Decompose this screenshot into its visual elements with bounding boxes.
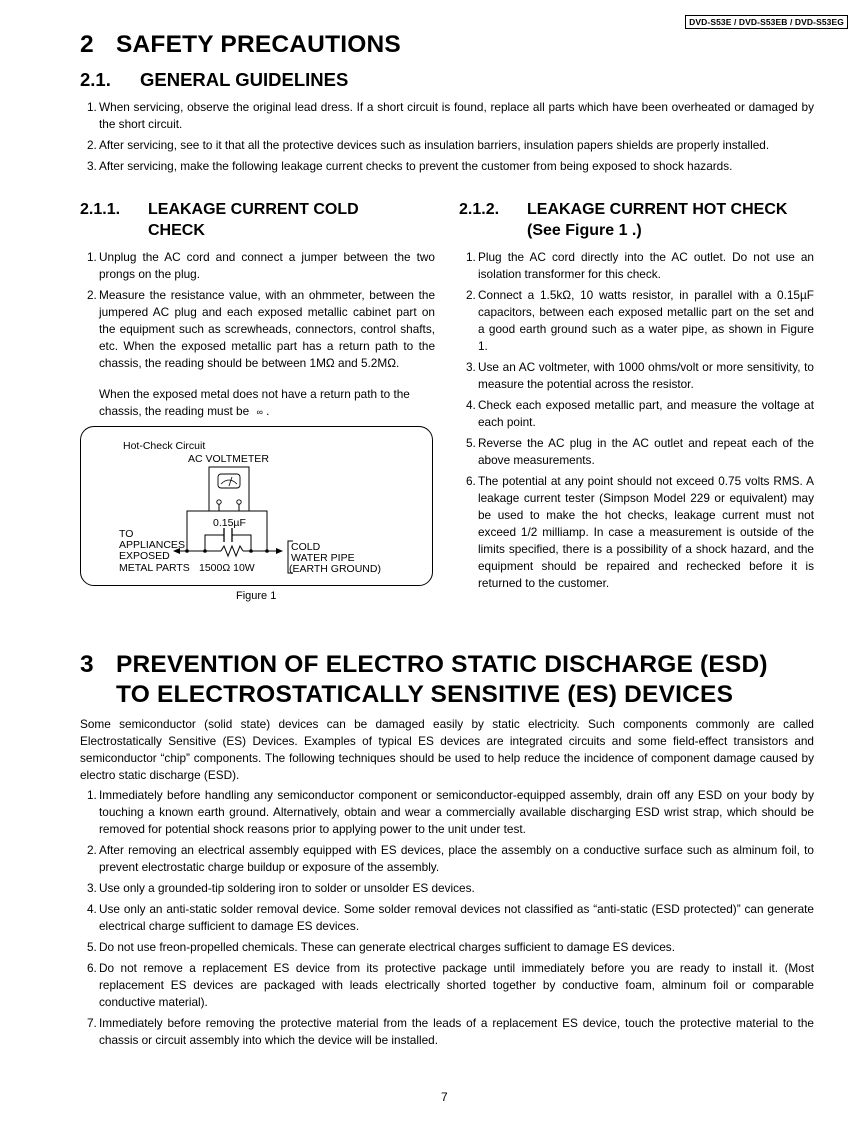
- left-label: METAL PARTS: [119, 562, 190, 574]
- circuit-diagram: [81, 427, 432, 585]
- model-number-box: DVD-S53E / DVD-S53EB / DVD-S53EG: [685, 15, 848, 29]
- voltmeter-label: AC VOLTMETER: [188, 453, 269, 465]
- resistor-symbol: [221, 546, 243, 556]
- subsection-number: 2.1.1.: [80, 201, 121, 218]
- list-item: 2. After removing an electrical assembly equipped with ES devices, place the assembly on a conductive surface such as alminum foil, to prevent electrostatic charge buildup or exposure of the assembly.: [87, 843, 814, 874]
- section-number: 2: [80, 31, 94, 58]
- section-2-heading: [80, 30, 401, 60]
- arrow-right-icon: [276, 548, 283, 554]
- right-label: COLD: [291, 541, 321, 553]
- junction-dot: [249, 549, 253, 553]
- subsection-2-1-heading: [80, 69, 348, 91]
- list-item: 2. Connect a 1.5kΩ, 10 watts resistor, in parallel with a 0.15µF capacitors, between each exposed metallic part on the set and a good earth ground such as a water pipe, as shown in Figure 1.: [466, 288, 814, 353]
- cold-check-note: When the exposed metal does not have a return path to the chassis, the reading must be ∞ .: [99, 387, 410, 418]
- subsection-title: GENERAL GUIDELINES: [140, 69, 349, 90]
- list-item: 5. Do not use freon-propelled chemicals. These can generate electrical charges sufficient to damage ES devices.: [87, 940, 675, 954]
- left-label: EXPOSED: [119, 550, 170, 562]
- junction-dot: [203, 549, 207, 553]
- section-title-line2: TO ELECTROSTATICALLY SENSITIVE (ES) DEVICES: [116, 681, 734, 708]
- section-title-line1: PREVENTION OF ELECTRO STATIC DISCHARGE (ESD): [116, 651, 768, 678]
- figure-caption: Figure 1: [236, 590, 277, 602]
- subsection-number: 2.1.: [80, 69, 111, 90]
- capacitor-label: 0.15µF: [213, 517, 246, 529]
- page-number: 7: [441, 1090, 448, 1104]
- esd-techniques-list: [80, 787, 814, 1053]
- list-item: 2. After servicing, see to it that all the protective devices such as insulation barriers, insulation papers shields are properly installed.: [87, 138, 770, 152]
- hot-check-circuit-figure: [80, 426, 433, 586]
- section-3-heading: [80, 650, 768, 710]
- figure-title: Hot-Check Circuit: [123, 440, 206, 452]
- esd-intro-paragraph: Some semiconductor (solid state) devices can be damaged easily by static electricity. Such components commonly are called Electrostatically Sensitive (ES) Devices. Examples of typical ES devices are integrated circuits and some field-effect transistors and semiconductor “chip” components. The following techniques should be used to help reduce the incidence of component damage caused by electro static discharge (ESD).: [80, 717, 814, 782]
- section-title: SAFETY PRECAUTIONS: [116, 31, 401, 58]
- meter-terminal: [217, 500, 221, 504]
- list-item: 6. The potential at any point should not exceed 0.75 volts RMS. A leakage current tester (Simpson Model 229 or equivalent) may be used to make the hot checks, leakage current must not exceed 1/2 milliamp. In case a measurement is outside of the limits specified, there is a possibility of a shock hazard, and the equipment should be repaired and rechecked before it is returned to the customer.: [466, 474, 814, 590]
- cold-check-list: [80, 249, 435, 372]
- list-item: 1. When servicing, observe the original lead dress. If a short circuit is found, replace all parts which have been overheated or damaged by the short circuit.: [87, 100, 814, 131]
- infinity-symbol: ∞: [256, 407, 263, 417]
- list-item: 4. Use only an anti-static solder removal device. Some solder removal devices not classified as “anti-static (ESD protected)” can generate electrical charge sufficient to damage ES devices.: [87, 902, 814, 933]
- list-item: 1. Immediately before handling any semiconductor component or semiconductor-equipped assembly, drain off any ESD on your body by touching a known earth ground. Alternatively, obtain and wear a commercially available discharging ESD wrist strap, which should be removed for potential shock reasons prior to applying power to the unit under test.: [87, 788, 814, 836]
- subsection-title: LEAKAGE CURRENT COLD CHECK: [148, 201, 359, 239]
- list-item: 5. Reverse the AC plug in the AC outlet and repeat each of the above measurements.: [466, 436, 814, 467]
- list-item: 4. Check each exposed metallic part, and measure the voltage at each point.: [466, 398, 814, 429]
- right-label: (EARTH GROUND): [289, 563, 381, 575]
- list-item: 6. Do not remove a replacement ES device from its protective package until immediately before you are ready to install it. (Most replacement ES devices are packaged with leads electrically shorted together by conductive foam, alminum foil or comparable conductive material).: [87, 961, 814, 1009]
- list-item: 3. After servicing, make the following leakage current checks to prevent the customer from being exposed to shock hazards.: [87, 159, 733, 173]
- general-guidelines-list: [80, 99, 814, 179]
- subsection-number: 2.1.2.: [459, 201, 500, 218]
- junction-dot: [185, 549, 189, 553]
- left-label: APPLIANCES: [119, 539, 185, 551]
- list-item: 1. Unplug the AC cord and connect a jumper between the two prongs on the plug.: [87, 250, 435, 281]
- junction-dot: [265, 549, 269, 553]
- list-item: 3. Use only a grounded-tip soldering iron to solder or unsolder ES devices.: [87, 881, 475, 895]
- right-label: WATER PIPE: [291, 552, 355, 564]
- meter-terminal: [237, 500, 241, 504]
- resistor-label: 1500Ω 10W: [199, 562, 255, 574]
- capacitor-lead: [205, 535, 224, 551]
- subsection-2-1-1-heading: [80, 199, 359, 241]
- meter-dial-icon: [218, 474, 240, 488]
- list-item: 7. Immediately before removing the protective material from the leads of a replacement ES device, touch the protective material to the chassis or circuit assembly into which the device will be installed.: [87, 1016, 814, 1047]
- subsection-2-1-2-heading: [459, 199, 787, 241]
- subsection-title: LEAKAGE CURRENT HOT CHECK (See Figure 1 .): [527, 201, 788, 239]
- hot-check-list: [459, 249, 814, 596]
- left-label: TO: [119, 528, 134, 540]
- list-item: 2. Measure the resistance value, with an ohmmeter, between the jumpered AC plug and each exposed metallic cabinet part on the equipment such as screwheads, connectors, control shafts, etc. When the exposed metallic part has a return path to the chassis, the reading should be between 1MΩ and 5.2MΩ.: [87, 288, 435, 370]
- list-item: 1. Plug the AC cord directly into the AC outlet. Do not use an isolation transformer for this check.: [466, 250, 814, 281]
- list-item: 3. Use an AC voltmeter, with 1000 ohms/volt or more sensitivity, to measure the potential across the resistor.: [466, 360, 814, 391]
- section-number: 3: [80, 651, 94, 678]
